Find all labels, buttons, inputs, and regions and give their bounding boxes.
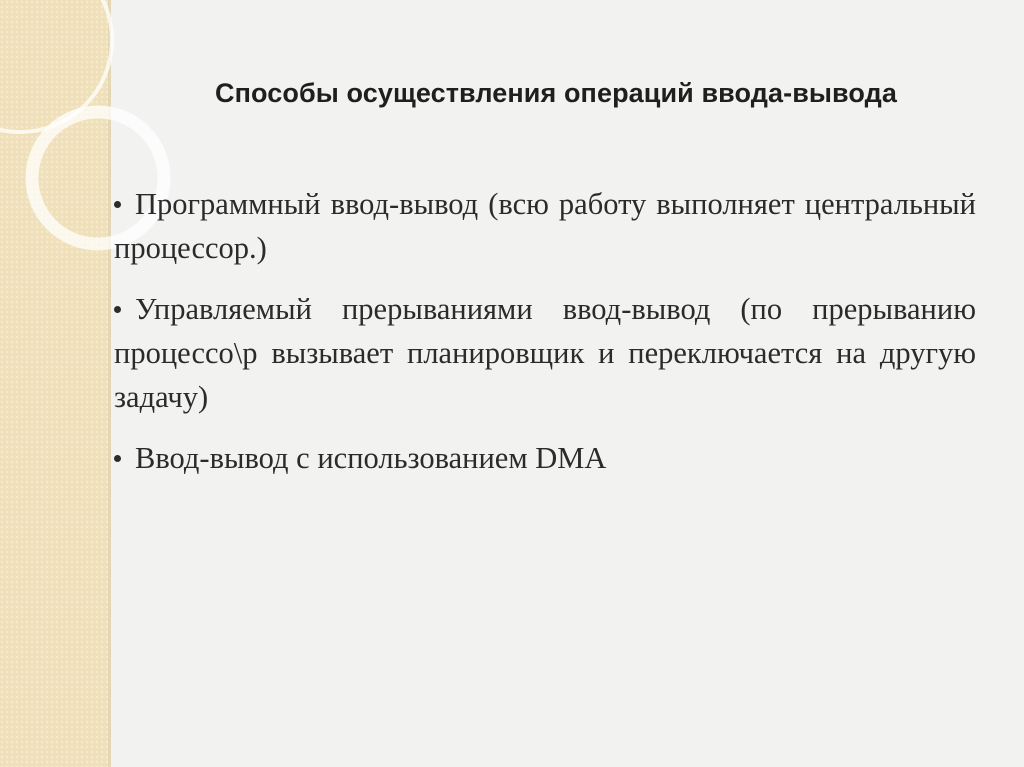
bullet-dot-icon [114, 201, 121, 208]
bullet-item [114, 182, 976, 270]
bullet-dot-icon [114, 306, 121, 313]
decorative-side-band [0, 0, 108, 767]
bullet-text: Управляемый прерываниями ввод-вывод (по прерыванию процессо\р вызывает планировщик и переключается на другую задачу) [114, 292, 976, 414]
bullet-item [114, 287, 976, 419]
bullet-item [114, 436, 976, 480]
bullet-text: Программный ввод-вывод (всю работу выполняет центральный процессор.) [114, 187, 976, 265]
slide-title: Способы осуществления операций ввода-вывода [215, 78, 897, 108]
bullet-list [114, 182, 976, 497]
side-band-edge [108, 0, 111, 767]
bullet-dot-icon [114, 455, 121, 462]
bullet-text: Ввод-вывод с использованием DMA [135, 441, 607, 475]
